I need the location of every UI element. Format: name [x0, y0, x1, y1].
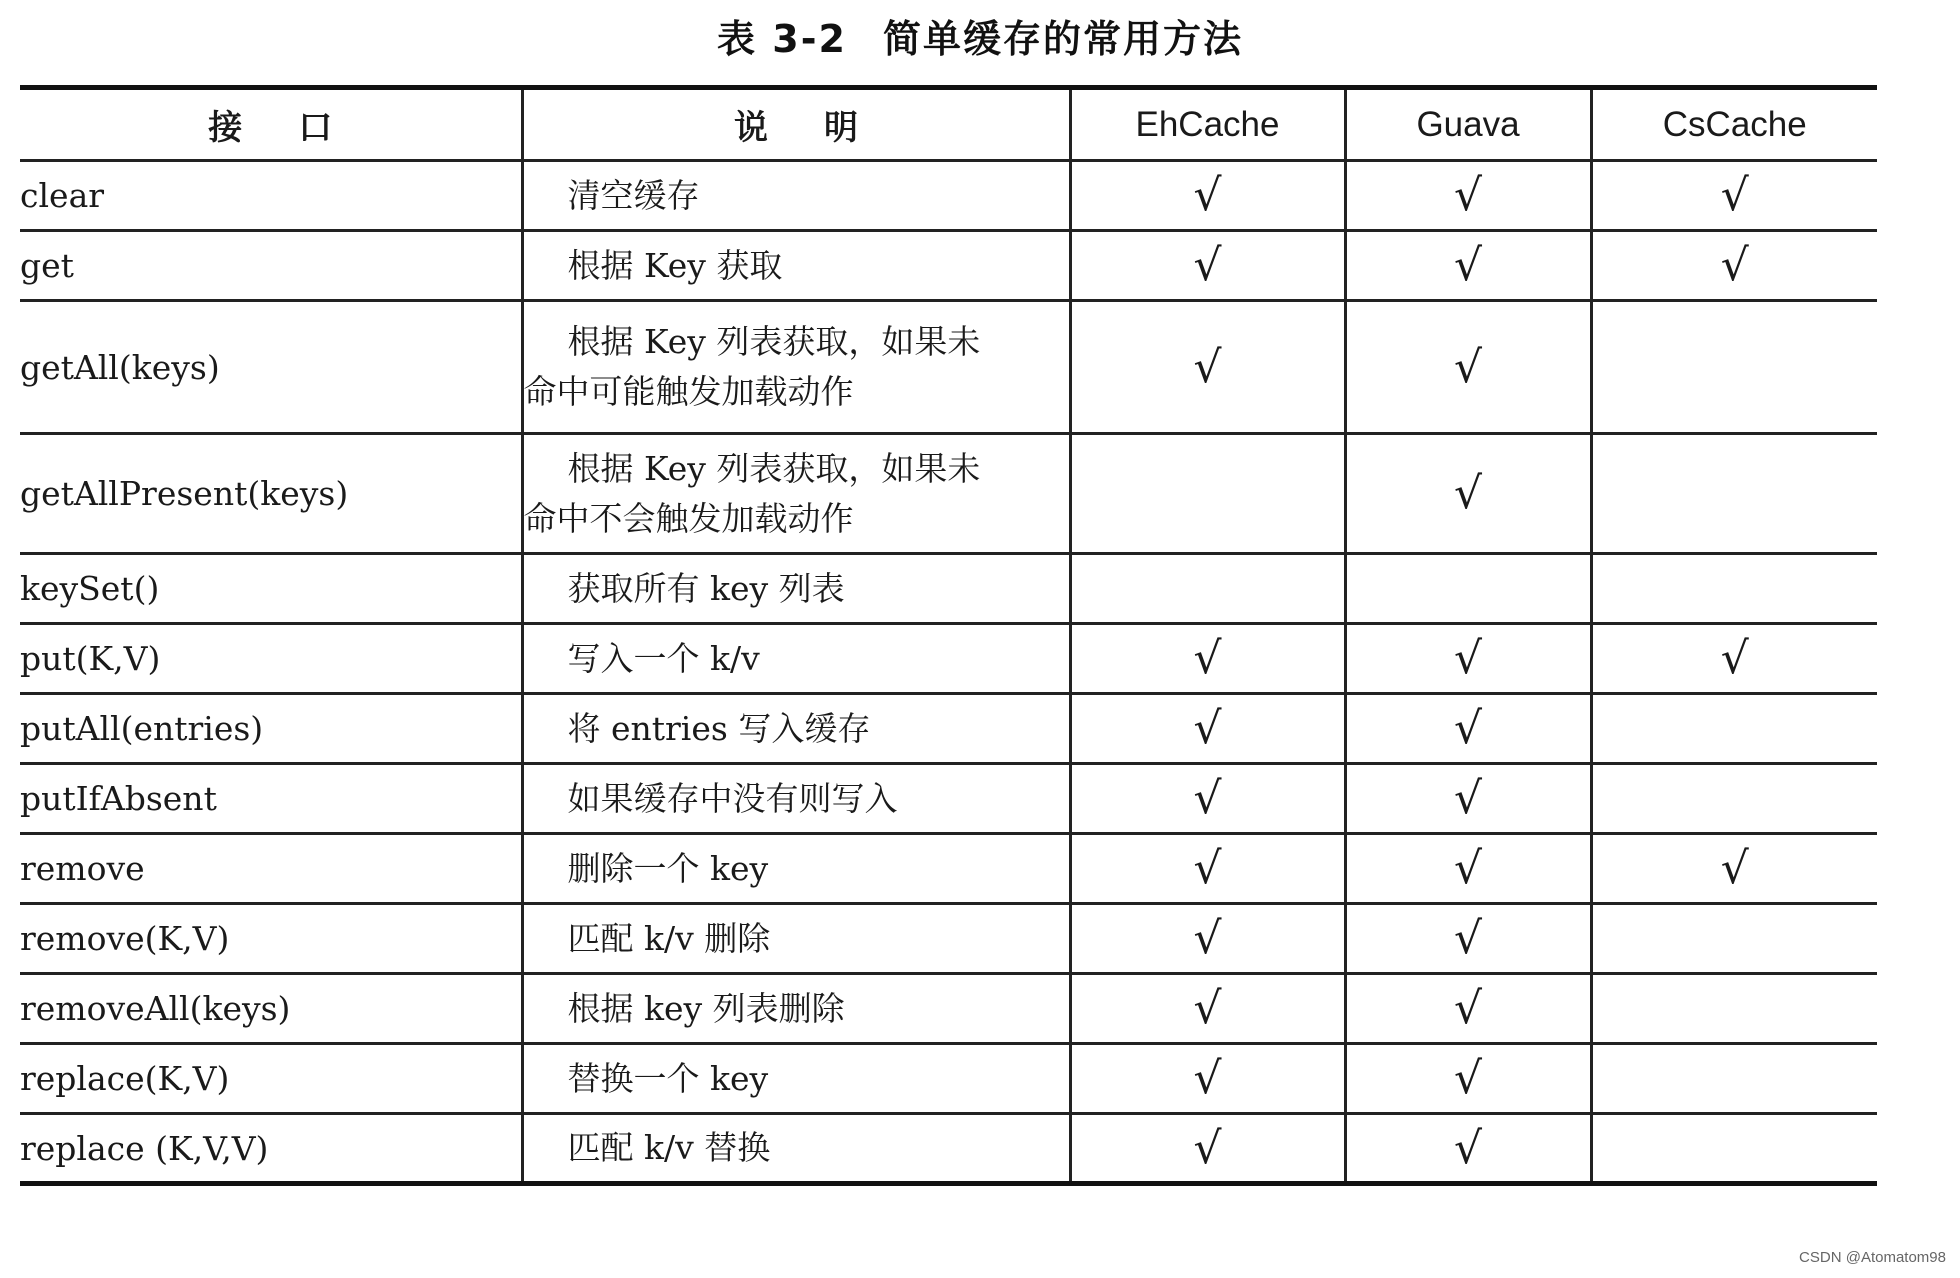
table-row: [20, 1044, 1877, 1114]
description-line: 清空缓存: [567, 175, 700, 215]
ehcache-support-cell: √: [1070, 1044, 1345, 1114]
cscache-support-cell: [1591, 1114, 1877, 1184]
cscache-support-cell: [1591, 694, 1877, 764]
description-cell: [522, 1044, 1070, 1114]
description-line: 将 entries 写入缓存: [567, 708, 871, 748]
table-row: [20, 554, 1877, 624]
table-row: [20, 974, 1877, 1044]
description-cell: [522, 231, 1070, 301]
interface-cell: removeAll(keys): [20, 974, 522, 1044]
cscache-support-cell: [1591, 301, 1877, 434]
header-description: 说明: [522, 88, 1070, 161]
ehcache-support-cell: √: [1070, 231, 1345, 301]
description-cell: [522, 161, 1070, 231]
interface-cell: replace (K,V,V): [20, 1128, 269, 1168]
cscache-support-cell: √: [1591, 161, 1877, 231]
header-guava: Guava: [1345, 88, 1591, 161]
interface-cell: keySet(): [20, 554, 522, 624]
table-row: [20, 624, 1877, 694]
description-cell: [522, 974, 1070, 1044]
guava-support-cell: √: [1345, 974, 1591, 1044]
description-line: 根据 key 列表删除: [567, 988, 845, 1028]
table-row: [20, 834, 1877, 904]
table-row: [20, 694, 1877, 764]
description-line: 写入一个 k/v: [567, 638, 760, 678]
cscache-support-cell: √: [1591, 834, 1877, 904]
guava-support-cell: √: [1345, 434, 1591, 554]
table-row: [20, 161, 1877, 231]
ehcache-support-cell: √: [1070, 834, 1345, 904]
cscache-support-cell: [1591, 974, 1877, 1044]
interface-cell: get: [20, 231, 522, 301]
guava-support-cell: √: [1345, 694, 1591, 764]
ehcache-support-cell: √: [1070, 301, 1345, 434]
cache-methods-table: [20, 85, 1877, 1186]
description-line: 匹配 k/v 删除: [567, 918, 771, 958]
guava-support-cell: √: [1345, 231, 1591, 301]
interface-cell: remove(K,V): [20, 904, 522, 974]
guava-support-cell: [1345, 554, 1591, 624]
table-row: [20, 301, 1877, 434]
guava-support-cell: √: [1345, 624, 1591, 694]
description-line: 替换一个 key: [567, 1058, 769, 1098]
guava-support-cell: √: [1345, 301, 1591, 434]
ehcache-support-cell: √: [1070, 974, 1345, 1044]
cscache-support-cell: [1591, 1044, 1877, 1114]
guava-support-cell: √: [1345, 834, 1591, 904]
interface-cell: putAll(entries): [20, 694, 522, 764]
cscache-support-cell: [1591, 764, 1877, 834]
description-line: 命中不会触发加载动作: [523, 498, 854, 538]
cscache-support-cell: [1591, 434, 1877, 554]
header-interface: 接口: [20, 88, 522, 161]
ehcache-support-cell: √: [1070, 764, 1345, 834]
description-cell: [522, 1114, 1070, 1184]
cscache-support-cell: √: [1591, 231, 1877, 301]
description-cell: [522, 694, 1070, 764]
ehcache-support-cell: √: [1070, 1114, 1345, 1184]
table-title: 简单缓存的常用方法: [882, 17, 1243, 61]
description-line: 根据 Key 列表获取，如果未: [567, 322, 981, 361]
guava-support-cell: √: [1345, 161, 1591, 231]
description-cell: [522, 434, 1070, 554]
ehcache-support-cell: [1070, 554, 1345, 624]
description-cell: [522, 301, 1070, 434]
table-number: 表 3-2: [717, 17, 847, 61]
ehcache-support-cell: √: [1070, 694, 1345, 764]
description-line: 匹配 k/v 替换: [567, 1128, 771, 1167]
description-cell: [522, 764, 1070, 834]
interface-cell: remove: [20, 834, 522, 904]
header-row: [20, 88, 1877, 161]
ehcache-support-cell: √: [1070, 624, 1345, 694]
header-ehcache: EhCache: [1070, 88, 1345, 161]
guava-support-cell: √: [1345, 1044, 1591, 1114]
ehcache-support-cell: [1070, 434, 1345, 554]
cscache-support-cell: [1591, 554, 1877, 624]
description-line: 根据 Key 获取: [567, 245, 783, 285]
table-row: [20, 231, 1877, 301]
description-cell: [522, 624, 1070, 694]
guava-support-cell: √: [1345, 1114, 1591, 1184]
interface-cell: getAll(keys): [20, 301, 522, 434]
header-cscache: CsCache: [1591, 88, 1877, 161]
ehcache-support-cell: √: [1070, 904, 1345, 974]
cscache-support-cell: √: [1591, 624, 1877, 694]
description-cell: [522, 554, 1070, 624]
description-line: 删除一个 key: [567, 848, 769, 888]
table-row: [20, 1114, 1877, 1184]
description-cell: [522, 904, 1070, 974]
description-line: 命中可能触发加载动作: [523, 372, 854, 411]
interface-cell: getAllPresent(keys): [20, 434, 522, 554]
interface-cell: clear: [20, 161, 522, 231]
watermark: CSDN @Atomatom98: [1799, 1249, 1946, 1266]
table-row: [20, 434, 1877, 554]
description-cell: [522, 834, 1070, 904]
table-caption: [0, 8, 1960, 63]
description-line: 根据 Key 列表获取，如果未: [567, 448, 981, 488]
ehcache-support-cell: √: [1070, 161, 1345, 231]
interface-cell: replace(K,V): [20, 1044, 522, 1114]
description-line: 获取所有 key 列表: [567, 568, 845, 608]
description-line: 如果缓存中没有则写入: [567, 778, 898, 818]
table-row: [20, 904, 1877, 974]
interface-cell: putIfAbsent: [20, 764, 522, 834]
table-row: [20, 764, 1877, 834]
interface-cell: put(K,V): [20, 624, 522, 694]
guava-support-cell: √: [1345, 764, 1591, 834]
guava-support-cell: √: [1345, 904, 1591, 974]
cscache-support-cell: [1591, 904, 1877, 974]
